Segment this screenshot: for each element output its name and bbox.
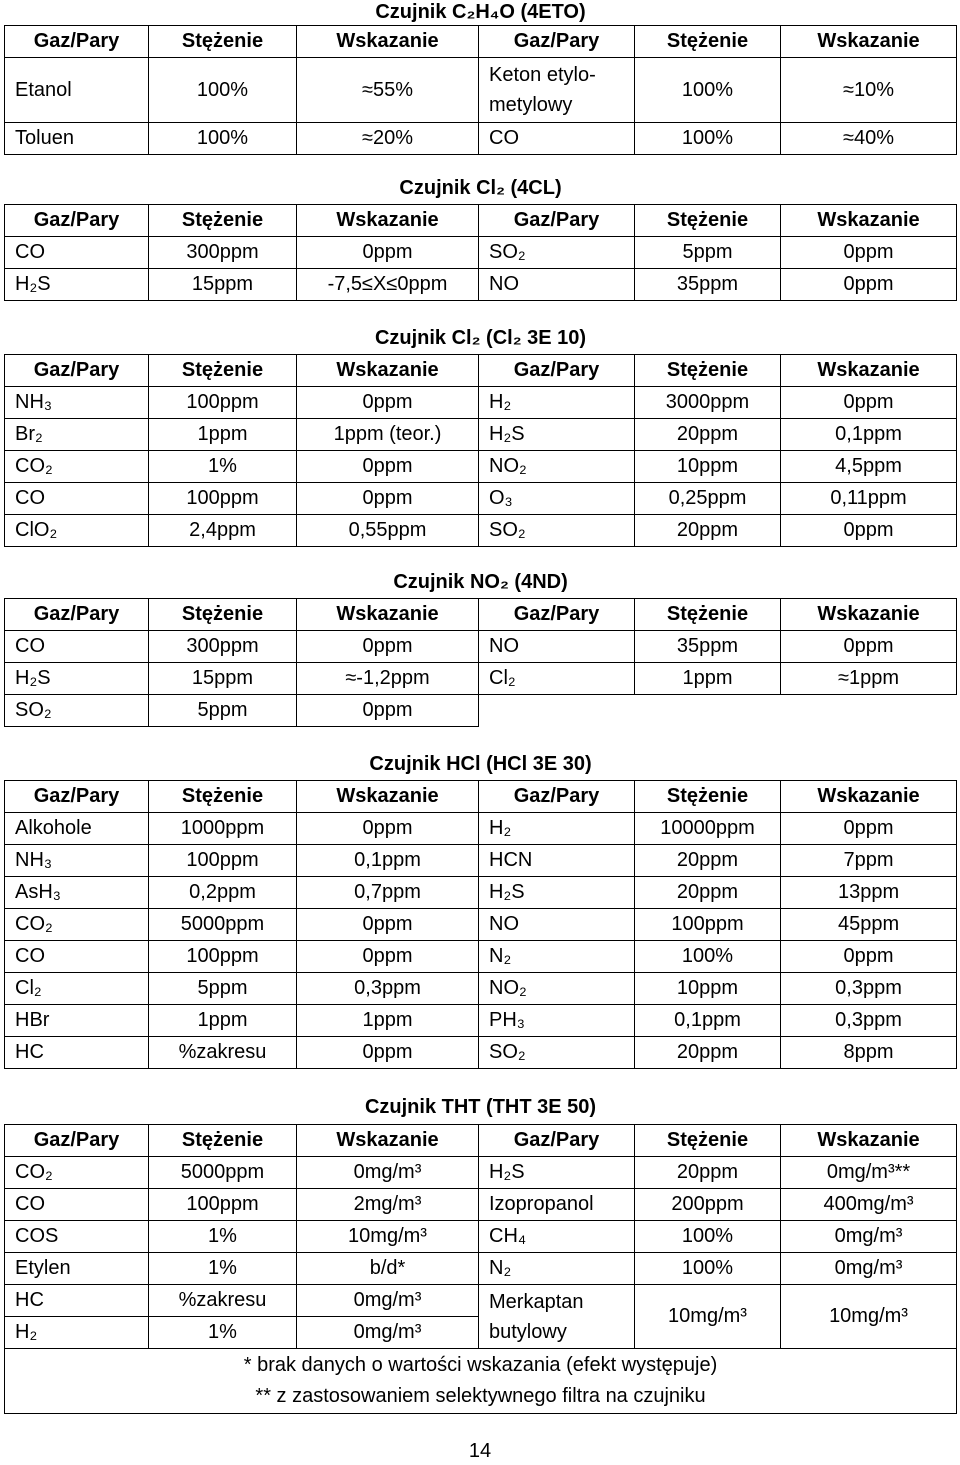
col-gaz-pary: Gaz/Pary bbox=[5, 599, 149, 631]
cell: 100% bbox=[149, 58, 297, 123]
cell: 10ppm bbox=[635, 973, 781, 1005]
cell: N₂ bbox=[479, 1253, 635, 1285]
table-row bbox=[5, 909, 957, 941]
cell: SO₂ bbox=[5, 695, 149, 727]
cell: 100% bbox=[635, 58, 781, 123]
cell: 0,7ppm bbox=[297, 877, 479, 909]
cell: 0,2ppm bbox=[149, 877, 297, 909]
cell: 20ppm bbox=[635, 515, 781, 547]
cell: b/d* bbox=[297, 1253, 479, 1285]
cell: HC bbox=[5, 1037, 149, 1069]
table-tht-3e50 bbox=[4, 1090, 957, 1414]
cell: H₂S bbox=[479, 877, 635, 909]
col-stezenie: Stężenie bbox=[149, 26, 297, 58]
cell: N₂ bbox=[479, 941, 635, 973]
col-wskazanie: Wskazanie bbox=[297, 1125, 479, 1157]
col-stezenie: Stężenie bbox=[635, 26, 781, 58]
cell: 5000ppm bbox=[149, 1157, 297, 1189]
cell: CO bbox=[5, 483, 149, 515]
table-row bbox=[5, 631, 957, 663]
cell: NH₃ bbox=[5, 387, 149, 419]
cell: 0ppm bbox=[781, 237, 957, 269]
cell: 10mg/m³ bbox=[635, 1285, 781, 1349]
col-wskazanie: Wskazanie bbox=[781, 205, 957, 237]
cell: 1ppm bbox=[149, 1005, 297, 1037]
cell: HBr bbox=[5, 1005, 149, 1037]
col-wskazanie: Wskazanie bbox=[297, 599, 479, 631]
table-row bbox=[5, 451, 957, 483]
cell: Izopropanol bbox=[479, 1189, 635, 1221]
cell: 1% bbox=[149, 1221, 297, 1253]
cell: CO bbox=[5, 237, 149, 269]
table-title: Czujnik NO₂ (4ND) bbox=[393, 571, 568, 593]
cell: SO₂ bbox=[479, 237, 635, 269]
cell: 0,11ppm bbox=[781, 483, 957, 515]
table-row bbox=[5, 1253, 957, 1285]
cell: 1ppm bbox=[149, 419, 297, 451]
cell: 1000ppm bbox=[149, 813, 297, 845]
cell: 35ppm bbox=[635, 269, 781, 301]
col-wskazanie: Wskazanie bbox=[781, 1125, 957, 1157]
cell: 300ppm bbox=[149, 237, 297, 269]
col-stezenie: Stężenie bbox=[149, 781, 297, 813]
table-row bbox=[5, 387, 957, 419]
cell: HC bbox=[5, 1285, 149, 1317]
cell: -7,5≤X≤0ppm bbox=[297, 269, 479, 301]
cell: Cl₂ bbox=[479, 663, 635, 695]
cell: 300ppm bbox=[149, 631, 297, 663]
cell: 0mg/m³** bbox=[781, 1157, 957, 1189]
cell: 200ppm bbox=[635, 1189, 781, 1221]
cell: HCN bbox=[479, 845, 635, 877]
cell: CO bbox=[479, 123, 635, 155]
cell: 20ppm bbox=[635, 877, 781, 909]
cell: H₂ bbox=[479, 387, 635, 419]
col-gaz-pary: Gaz/Pary bbox=[479, 599, 635, 631]
col-stezenie: Stężenie bbox=[635, 205, 781, 237]
cell: 0mg/m³ bbox=[297, 1157, 479, 1189]
cell: NO₂ bbox=[479, 451, 635, 483]
cell: 0ppm bbox=[781, 269, 957, 301]
cell: ≈1ppm bbox=[781, 663, 957, 695]
cell: H₂ bbox=[479, 813, 635, 845]
cell: 0,55ppm bbox=[297, 515, 479, 547]
cell: 0ppm bbox=[297, 451, 479, 483]
cell: 1ppm bbox=[635, 663, 781, 695]
cell: 0ppm bbox=[781, 515, 957, 547]
cell: 100% bbox=[635, 1221, 781, 1253]
cell: 0,25ppm bbox=[635, 483, 781, 515]
cell: ≈-1,2ppm bbox=[297, 663, 479, 695]
table-row bbox=[5, 695, 957, 727]
cell: 100ppm bbox=[149, 941, 297, 973]
table-row bbox=[5, 58, 957, 123]
cell: 20ppm bbox=[635, 1157, 781, 1189]
cell: 15ppm bbox=[149, 269, 297, 301]
cell: 100ppm bbox=[149, 1189, 297, 1221]
cell: 0ppm bbox=[297, 695, 479, 727]
footnote-1: * brak danych o wartości wskazania (efekt występuje) bbox=[243, 1354, 718, 1376]
cell: 0,1ppm bbox=[635, 1005, 781, 1037]
table-no2-4nd bbox=[4, 566, 957, 727]
table-header bbox=[5, 599, 957, 631]
cell: 100ppm bbox=[635, 909, 781, 941]
cell: 0ppm bbox=[297, 909, 479, 941]
cell: 10mg/m³ bbox=[781, 1285, 957, 1349]
col-gaz-pary: Gaz/Pary bbox=[5, 355, 149, 387]
cell: 0ppm bbox=[781, 631, 957, 663]
table-row bbox=[5, 515, 957, 547]
col-gaz-pary: Gaz/Pary bbox=[479, 1125, 635, 1157]
cell: 5ppm bbox=[149, 973, 297, 1005]
table-row bbox=[5, 1285, 957, 1317]
cell: PH₃ bbox=[479, 1005, 635, 1037]
col-stezenie: Stężenie bbox=[149, 1125, 297, 1157]
table-row bbox=[5, 483, 957, 515]
table-title: Czujnik HCl (HCl 3E 30) bbox=[369, 753, 592, 775]
table-hcl-3e30 bbox=[4, 748, 957, 1069]
cell: 10ppm bbox=[635, 451, 781, 483]
col-wskazanie: Wskazanie bbox=[297, 781, 479, 813]
table-row bbox=[5, 941, 957, 973]
cell: 1ppm bbox=[297, 1005, 479, 1037]
cell: 0mg/m³ bbox=[297, 1285, 479, 1317]
cell: 100% bbox=[635, 123, 781, 155]
col-gaz-pary: Gaz/Pary bbox=[479, 26, 635, 58]
col-gaz-pary: Gaz/Pary bbox=[479, 781, 635, 813]
cell: CO₂ bbox=[5, 909, 149, 941]
cell: O₃ bbox=[479, 483, 635, 515]
cell: 0ppm bbox=[781, 813, 957, 845]
cell: NO bbox=[479, 269, 635, 301]
cell: 20ppm bbox=[635, 419, 781, 451]
cell: ClO₂ bbox=[5, 515, 149, 547]
col-gaz-pary: Gaz/Pary bbox=[479, 205, 635, 237]
cell: 35ppm bbox=[635, 631, 781, 663]
table-header bbox=[5, 355, 957, 387]
cell: 0,3ppm bbox=[781, 1005, 957, 1037]
cell: 100ppm bbox=[149, 845, 297, 877]
cell: 10mg/m³ bbox=[297, 1221, 479, 1253]
table-row bbox=[5, 1005, 957, 1037]
footnote-2: ** z zastosowaniem selektywnego filtra na czujniku bbox=[255, 1385, 706, 1407]
cell: 0mg/m³ bbox=[297, 1317, 479, 1349]
cell: 0mg/m³ bbox=[781, 1253, 957, 1285]
table-title: Czujnik THT (THT 3E 50) bbox=[364, 1096, 597, 1118]
col-stezenie: Stężenie bbox=[635, 355, 781, 387]
cell: ≈40% bbox=[781, 123, 957, 155]
col-wskazanie: Wskazanie bbox=[781, 355, 957, 387]
table-header bbox=[5, 26, 957, 58]
cell: 1ppm (teor.) bbox=[297, 419, 479, 451]
cell: 100% bbox=[149, 123, 297, 155]
col-gaz-pary: Gaz/Pary bbox=[479, 355, 635, 387]
col-gaz-pary: Gaz/Pary bbox=[5, 26, 149, 58]
cell: 0,3ppm bbox=[297, 973, 479, 1005]
cell: 0ppm bbox=[297, 1037, 479, 1069]
col-wskazanie: Wskazanie bbox=[297, 26, 479, 58]
cell: NO bbox=[479, 909, 635, 941]
cell: 0ppm bbox=[297, 941, 479, 973]
cell: 1% bbox=[149, 451, 297, 483]
cell: 0mg/m³ bbox=[781, 1221, 957, 1253]
table-header bbox=[5, 1125, 957, 1157]
cell: CO₂ bbox=[5, 1157, 149, 1189]
cell: CO₂ bbox=[5, 451, 149, 483]
col-wskazanie: Wskazanie bbox=[781, 599, 957, 631]
col-stezenie: Stężenie bbox=[149, 205, 297, 237]
cell: 0ppm bbox=[297, 631, 479, 663]
cell: Keton etylo- metylowy bbox=[479, 58, 635, 123]
table-cl2-3e10 bbox=[4, 322, 957, 547]
table-row bbox=[5, 877, 957, 909]
table-row bbox=[5, 1037, 957, 1069]
table-row bbox=[5, 123, 957, 155]
cell: 4,5ppm bbox=[781, 451, 957, 483]
cell: Toluen bbox=[5, 123, 149, 155]
cell: 100ppm bbox=[149, 387, 297, 419]
cell: 0ppm bbox=[297, 387, 479, 419]
table-row bbox=[5, 1221, 957, 1253]
cell: CO bbox=[5, 631, 149, 663]
cell: %zakresu bbox=[149, 1285, 297, 1317]
cell: Cl₂ bbox=[5, 973, 149, 1005]
cell: COS bbox=[5, 1221, 149, 1253]
cell: 0ppm bbox=[781, 941, 957, 973]
cell: H₂S bbox=[479, 419, 635, 451]
table-row bbox=[5, 1189, 957, 1221]
table-row bbox=[5, 663, 957, 695]
cell: H₂ bbox=[5, 1317, 149, 1349]
cell: 0ppm bbox=[297, 813, 479, 845]
cell: Merkaptan butylowy bbox=[479, 1285, 635, 1349]
cell: ≈10% bbox=[781, 58, 957, 123]
cell: 15ppm bbox=[149, 663, 297, 695]
cell: 2mg/m³ bbox=[297, 1189, 479, 1221]
cell: 0,1ppm bbox=[781, 419, 957, 451]
cell: 20ppm bbox=[635, 845, 781, 877]
cell: 45ppm bbox=[781, 909, 957, 941]
col-wskazanie: Wskazanie bbox=[781, 26, 957, 58]
table-row bbox=[5, 973, 957, 1005]
col-gaz-pary: Gaz/Pary bbox=[5, 781, 149, 813]
cell: 13ppm bbox=[781, 877, 957, 909]
cell: 400mg/m³ bbox=[781, 1189, 957, 1221]
cell: CO bbox=[5, 941, 149, 973]
table-row bbox=[5, 813, 957, 845]
cell: 5ppm bbox=[149, 695, 297, 727]
cell: 2,4ppm bbox=[149, 515, 297, 547]
cell: Br₂ bbox=[5, 419, 149, 451]
table-title: Czujnik Cl₂ (Cl₂ 3E 10) bbox=[374, 327, 587, 349]
cell: 0ppm bbox=[297, 483, 479, 515]
cell: H₂S bbox=[5, 269, 149, 301]
cell: ≈55% bbox=[297, 58, 479, 123]
cell: SO₂ bbox=[479, 515, 635, 547]
col-stezenie: Stężenie bbox=[149, 355, 297, 387]
cell: 0,3ppm bbox=[781, 973, 957, 1005]
cell: AsH₃ bbox=[5, 877, 149, 909]
cell: 100% bbox=[635, 941, 781, 973]
cell: 5000ppm bbox=[149, 909, 297, 941]
cell: 8ppm bbox=[781, 1037, 957, 1069]
table-c2h4o-4eto bbox=[4, 0, 957, 155]
col-stezenie: Stężenie bbox=[635, 599, 781, 631]
col-wskazanie: Wskazanie bbox=[297, 355, 479, 387]
cell: ≈20% bbox=[297, 123, 479, 155]
cell: NO bbox=[479, 631, 635, 663]
cell: NO₂ bbox=[479, 973, 635, 1005]
col-gaz-pary: Gaz/Pary bbox=[5, 205, 149, 237]
cell: Alkohole bbox=[5, 813, 149, 845]
cell: 1% bbox=[149, 1253, 297, 1285]
cell: CH₄ bbox=[479, 1221, 635, 1253]
page-number: 14 bbox=[468, 1440, 492, 1462]
cell: H₂S bbox=[479, 1157, 635, 1189]
col-gaz-pary: Gaz/Pary bbox=[5, 1125, 149, 1157]
cell: 7ppm bbox=[781, 845, 957, 877]
cell: 1% bbox=[149, 1317, 297, 1349]
cell: 0,1ppm bbox=[297, 845, 479, 877]
table-title: Czujnik C₂H₄O (4ETO) bbox=[375, 1, 586, 23]
col-stezenie: Stężenie bbox=[149, 599, 297, 631]
table-row bbox=[5, 1157, 957, 1189]
cell: 3000ppm bbox=[635, 387, 781, 419]
cell: 100% bbox=[635, 1253, 781, 1285]
table-title: Czujnik Cl₂ (4CL) bbox=[399, 177, 562, 199]
cell: H₂S bbox=[5, 663, 149, 695]
empty-cell bbox=[479, 695, 957, 727]
cell: CO bbox=[5, 1189, 149, 1221]
col-stezenie: Stężenie bbox=[635, 781, 781, 813]
cell: Etanol bbox=[5, 58, 149, 123]
col-wskazanie: Wskazanie bbox=[297, 205, 479, 237]
cell: 0ppm bbox=[781, 387, 957, 419]
cell: 100ppm bbox=[149, 483, 297, 515]
cell: NH₃ bbox=[5, 845, 149, 877]
table-row bbox=[5, 845, 957, 877]
cell: 20ppm bbox=[635, 1037, 781, 1069]
cell: Etylen bbox=[5, 1253, 149, 1285]
table-cl2-4cl bbox=[4, 172, 957, 301]
col-wskazanie: Wskazanie bbox=[781, 781, 957, 813]
footnote-row bbox=[5, 1349, 957, 1414]
cell: SO₂ bbox=[479, 1037, 635, 1069]
table-row bbox=[5, 269, 957, 301]
table-row bbox=[5, 237, 957, 269]
cell: 0ppm bbox=[297, 237, 479, 269]
table-header bbox=[5, 205, 957, 237]
cell: %zakresu bbox=[149, 1037, 297, 1069]
cell: 5ppm bbox=[635, 237, 781, 269]
col-stezenie: Stężenie bbox=[635, 1125, 781, 1157]
footnotes bbox=[5, 1349, 957, 1414]
cell: 10000ppm bbox=[635, 813, 781, 845]
table-row bbox=[5, 419, 957, 451]
table-header bbox=[5, 781, 957, 813]
